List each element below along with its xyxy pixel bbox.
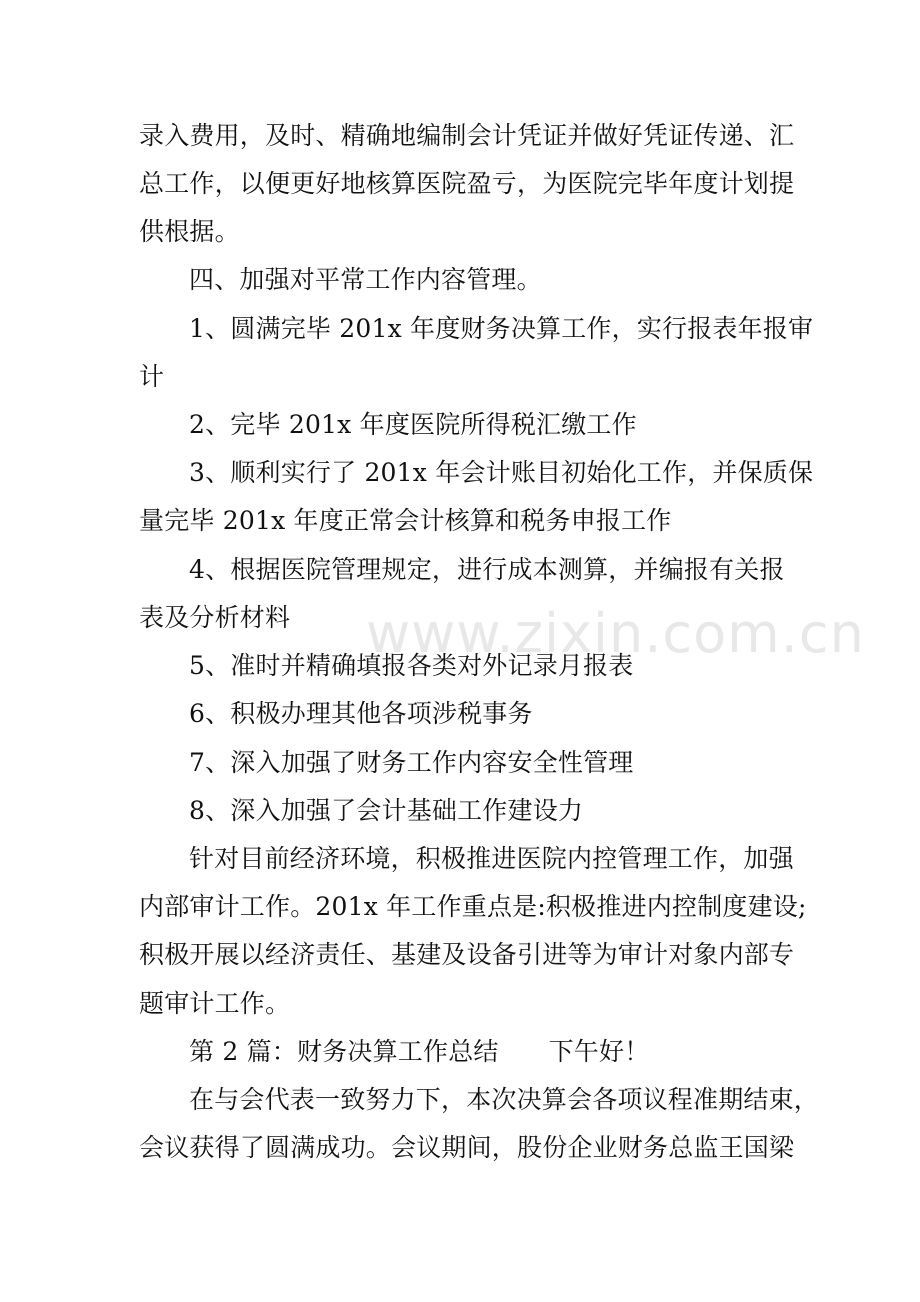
paragraph-line: 积极开展以经济责任、基建及设备引进等为审计对象内部专 xyxy=(139,940,795,969)
paragraph-line: 供根据。 xyxy=(139,217,240,246)
paragraph-line: 量完毕 201x 年度正常会计核算和税务申报工作 xyxy=(139,506,672,535)
paragraph-line: 题审计工作。 xyxy=(139,989,291,1018)
list-item: 1、圆满完毕 201x 年度财务决算工作，实行报表年报审 xyxy=(189,314,814,343)
paragraph-line: 会议获得了圆满成功。会议期间，股份企业财务总监王国梁 xyxy=(139,1133,795,1162)
list-item: 5、准时并精确填报各类对外记录月报表 xyxy=(189,651,634,680)
paragraph-line: 内部审计工作。201x 年工作重点是:积极推进内控制度建设; xyxy=(139,892,807,921)
list-item: 7、深入加强了财务工作内容安全性管理 xyxy=(189,748,634,777)
greeting: 下午好！ xyxy=(548,1037,650,1066)
list-item: 3、顺利实行了 201x 年会计账目初始化工作，并保质保 xyxy=(189,458,814,487)
paragraph-line: 计 xyxy=(139,362,165,391)
paragraph-line: 总工作，以便更好地核算医院盈亏，为医院完毕年度计划提 xyxy=(139,169,795,198)
article-title-line xyxy=(189,1037,649,1067)
article-title: 第 2 篇：财务决算工作总结 xyxy=(189,1037,499,1066)
list-item: 4、根据医院管理规定，进行成本测算，并编报有关报 xyxy=(189,555,785,584)
paragraph-line: 表及分析材料 xyxy=(139,603,291,632)
paragraph-line: 针对目前经济环境，积极推进医院内控管理工作，加强 xyxy=(189,844,794,873)
section-heading: 四、加强对平常工作内容管理。 xyxy=(189,265,542,294)
list-item: 8、深入加强了会计基础工作建设力 xyxy=(189,796,584,825)
list-item: 6、积极办理其他各项涉税事务 xyxy=(189,699,533,728)
paragraph-line: 在与会代表一致努力下，本次决算会各项议程准期结束， xyxy=(189,1085,820,1114)
watermark: www.zixin.com.cn xyxy=(366,602,865,665)
list-item: 2、完毕 201x 年度医院所得税汇缴工作 xyxy=(189,410,637,439)
paragraph-line: 录入费用，及时、精确地编制会计凭证并做好凭证传递、汇 xyxy=(139,121,795,150)
